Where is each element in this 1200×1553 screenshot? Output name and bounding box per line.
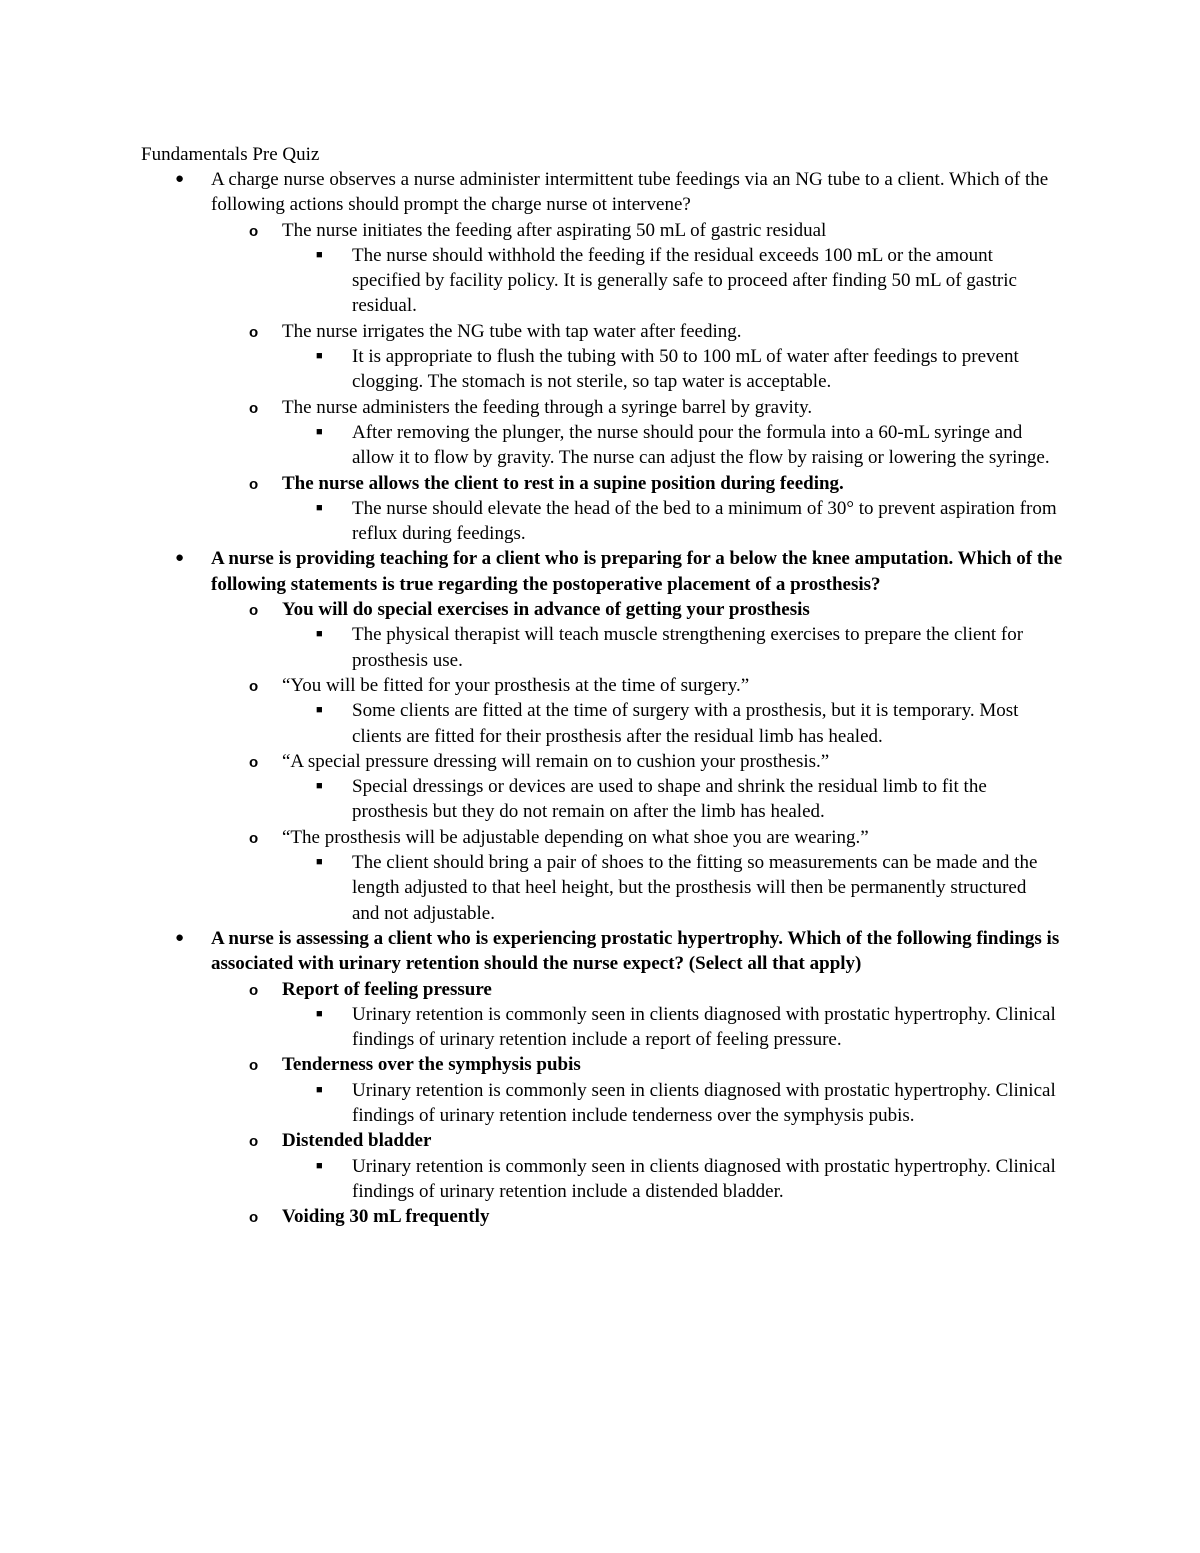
- question-item: [141, 546, 1071, 597]
- answer-option: [141, 471, 1071, 496]
- answer-option-text: “You will be fitted for your prosthesis at the time of surgery.”: [282, 674, 750, 696]
- bullet-square-icon: ■: [316, 1007, 323, 1020]
- rationale-text: Urinary retention is commonly seen in clients diagnosed with prostatic hypertrophy. Clinical findings of urinary retention include a distended bladder.: [352, 1155, 1056, 1202]
- bullet-circle-icon: o: [249, 753, 259, 771]
- bullet-circle-icon: o: [249, 475, 259, 493]
- rationale-text: Special dressings or devices are used to shape and shrink the residual limb to fit the prosthesis but they do not remain on after the limb has healed.: [352, 776, 987, 823]
- question-list: [141, 167, 1071, 1229]
- bullet-circle-icon: o: [249, 981, 259, 999]
- bullet-square-icon: ■: [316, 501, 323, 514]
- question-item: [141, 926, 1071, 977]
- question-text: A nurse is assessing a client who is experiencing prostatic hypertrophy. Which of the following findings is associated with urinary retention should the nurse expect? (Select all that apply): [211, 927, 1060, 975]
- answer-option-text: “The prosthesis will be adjustable depending on what shoe you are wearing.”: [282, 826, 869, 848]
- document-title: Fundamentals Pre Quiz: [141, 144, 320, 165]
- bullet-square-icon: ■: [316, 248, 323, 261]
- answer-option-text: The nurse allows the client to rest in a supine position during feeding.: [282, 472, 844, 494]
- bullet-disc-icon: ●: [175, 171, 185, 187]
- bullet-disc-icon: ●: [175, 550, 185, 567]
- rationale-text: After removing the plunger, the nurse should pour the formula into a 60-mL syringe and allow it to flow by gravity. The nurse can adjust the flow by raising or lowering the syringe.: [352, 421, 1050, 469]
- rationale-text: Urinary retention is commonly seen in clients diagnosed with prostatic hypertrophy. Clinical findings of urinary retention include a report of feeling pressure.: [352, 1003, 1056, 1051]
- rationale-item: [141, 496, 1057, 547]
- answer-option: [141, 1204, 1071, 1229]
- bullet-circle-icon: o: [249, 829, 259, 847]
- bullet-square-icon: ■: [316, 628, 323, 641]
- answer-option: [141, 749, 1071, 774]
- rationale-text: It is appropriate to flush the tubing with 50 to 100 mL of water after feedings to prevent clogging. The stomach is not sterile, so tap water is acceptable.: [352, 346, 1019, 393]
- document-page: [141, 142, 1071, 1229]
- rationale-text: The physical therapist will teach muscle strengthening exercises to prepare the client for prosthesis use.: [352, 624, 1024, 671]
- rationale-item: [141, 1154, 1057, 1205]
- bullet-square-icon: ■: [316, 350, 323, 363]
- question-text: A nurse is providing teaching for a client who is preparing for a below the knee amputation. Which of the following statements is true regarding the postoperative placement of a prosthesis?: [211, 548, 1063, 595]
- rationale-item: [141, 420, 1057, 471]
- answer-option: [141, 673, 1071, 698]
- rationale-text: The nurse should withhold the feeding if the residual exceeds 100 mL or the amount specified by facility policy. It is generally safe to proceed after finding 50 mL of gastric residual.: [352, 244, 1017, 317]
- bullet-circle-icon: o: [249, 677, 259, 695]
- answer-option-text: Distended bladder: [282, 1130, 432, 1152]
- answer-option: [141, 395, 1071, 420]
- rationale-item: [141, 344, 1057, 395]
- answer-option: [141, 1052, 1071, 1077]
- answer-option: [141, 825, 1071, 850]
- bullet-square-icon: ■: [316, 856, 323, 869]
- bullet-circle-icon: o: [249, 323, 259, 341]
- bullet-disc-icon: ●: [175, 929, 185, 946]
- rationale-item: [141, 698, 1057, 749]
- bullet-square-icon: ■: [316, 780, 323, 793]
- bullet-circle-icon: o: [249, 1209, 259, 1227]
- answer-option-text: Report of feeling pressure: [282, 978, 492, 1000]
- answer-option-text: “A special pressure dressing will remain on to cushion your prosthesis.”: [282, 750, 830, 772]
- rationale-item: [141, 774, 1057, 825]
- answer-option: [141, 1128, 1071, 1153]
- bullet-circle-icon: o: [249, 399, 259, 417]
- rationale-item: [141, 622, 1057, 673]
- rationale-text: The nurse should elevate the head of the bed to a minimum of 30° to prevent aspiration from reflux during feedings.: [352, 497, 1057, 545]
- rationale-text: Urinary retention is commonly seen in clients diagnosed with prostatic hypertrophy. Clinical findings of urinary retention include tenderness over the symphysis pubis.: [352, 1079, 1056, 1126]
- rationale-item: [141, 243, 1057, 319]
- bullet-square-icon: ■: [316, 425, 323, 438]
- answer-option-text: Voiding 30 mL frequently: [282, 1206, 490, 1228]
- answer-option-text: You will do special exercises in advance of getting your prosthesis: [282, 599, 810, 621]
- answer-option-text: The nurse irrigates the NG tube with tap water after feeding.: [282, 320, 742, 342]
- question-text: A charge nurse observes a nurse administer intermittent tube feedings via an NG tube to a client. Which of the following actions should prompt the charge nurse ot intervene?: [211, 169, 1049, 216]
- answer-option-text: Tenderness over the symphysis pubis: [282, 1054, 581, 1076]
- question-item: [141, 167, 1071, 218]
- rationale-item: [141, 1078, 1057, 1129]
- answer-option: [141, 597, 1071, 622]
- bullet-circle-icon: o: [249, 222, 259, 240]
- answer-option-text: The nurse initiates the feeding after aspirating 50 mL of gastric residual: [282, 219, 827, 241]
- answer-option-text: The nurse administers the feeding through a syringe barrel by gravity.: [282, 396, 813, 418]
- answer-option: [141, 319, 1071, 344]
- answer-option: [141, 218, 1071, 243]
- bullet-square-icon: ■: [316, 1083, 323, 1096]
- answer-option: [141, 977, 1071, 1002]
- rationale-item: [141, 1002, 1057, 1053]
- bullet-circle-icon: o: [249, 1133, 259, 1151]
- rationale-text: Some clients are fitted at the time of surgery with a prosthesis, but it is temporary. Most clients are fitted for their prosthesis after the residual limb has healed.: [352, 700, 1019, 747]
- bullet-circle-icon: o: [249, 1057, 259, 1075]
- bullet-square-icon: ■: [316, 1159, 323, 1172]
- bullet-square-icon: ■: [316, 704, 323, 717]
- rationale-text: The client should bring a pair of shoes to the fitting so measurements can be made and the length adjusted to that heel height, but the prosthesis will then be permanently structured and not adjustable.: [352, 852, 1038, 924]
- rationale-item: [141, 850, 1057, 926]
- bullet-circle-icon: o: [249, 602, 259, 620]
